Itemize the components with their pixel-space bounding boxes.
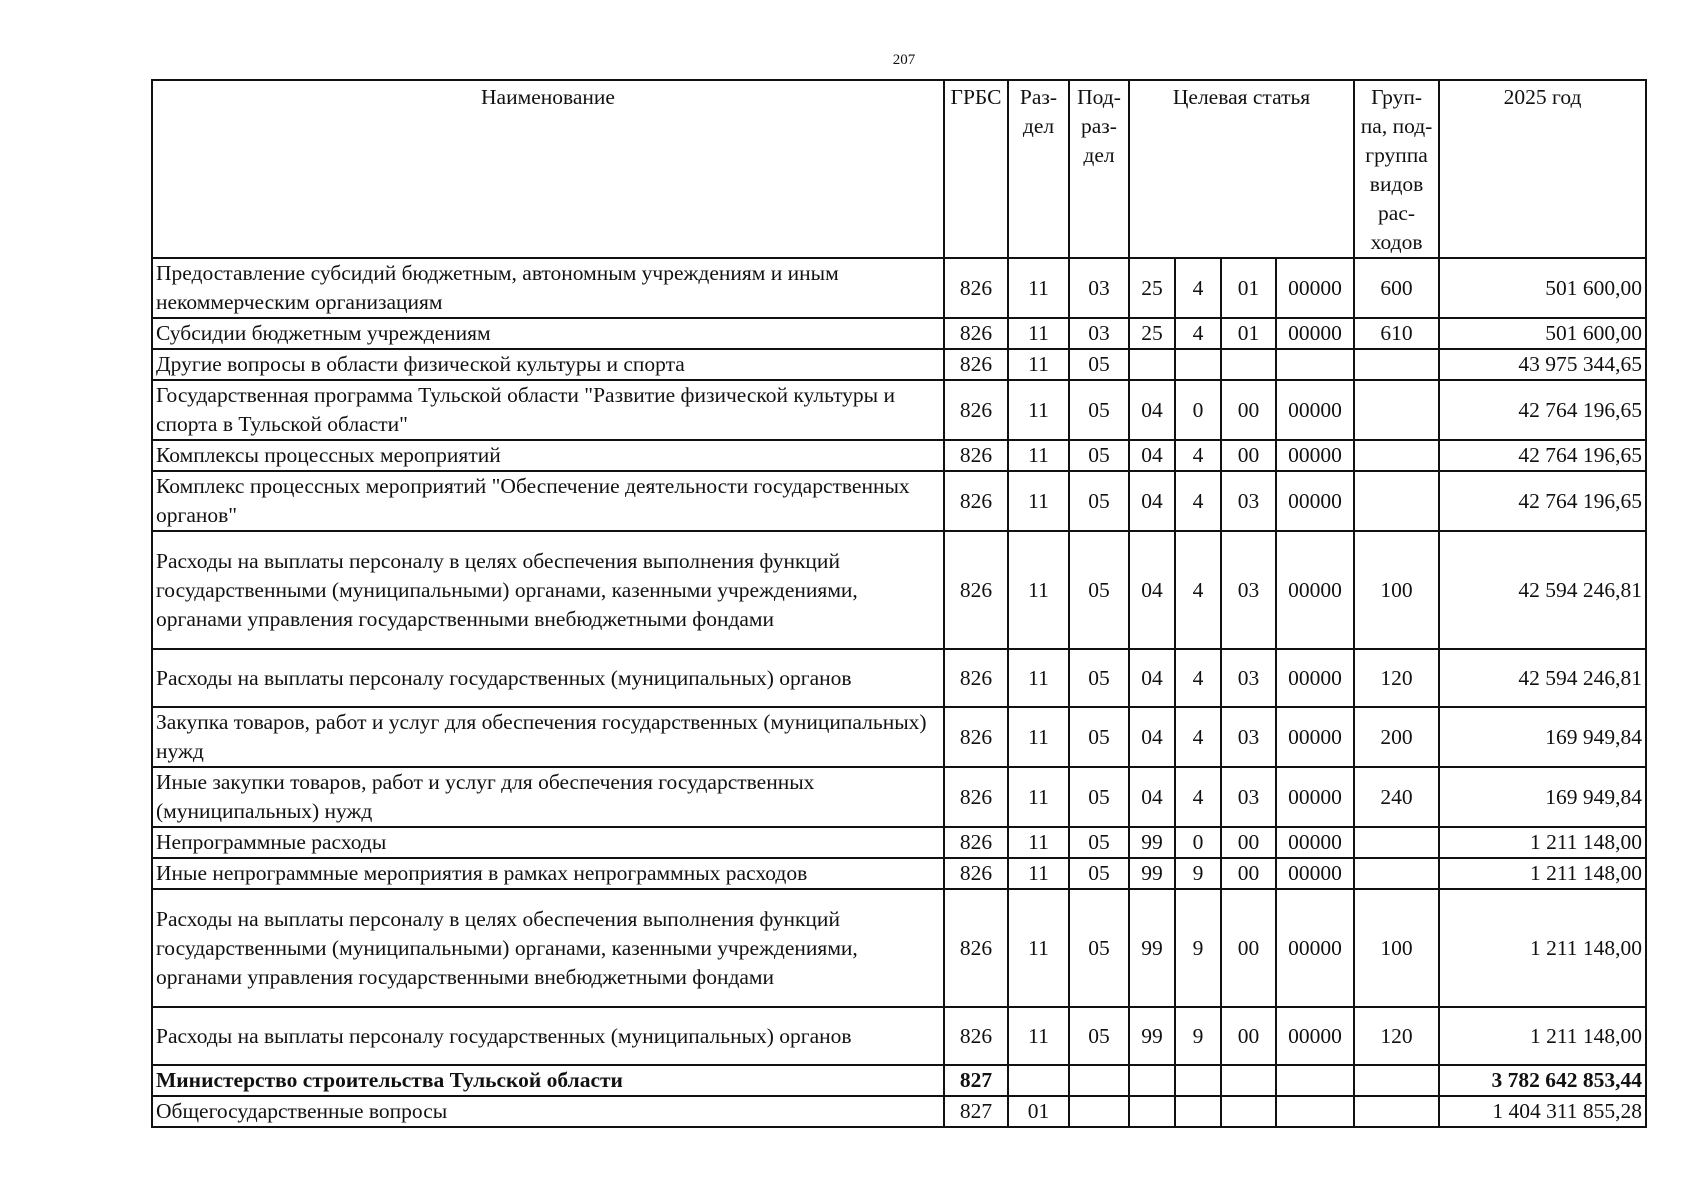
razdel-cell: 11 [1008, 531, 1069, 649]
target-direction-cell: 00000 [1276, 707, 1354, 767]
target-direction-cell [1276, 1065, 1354, 1096]
podrazdel-cell: 05 [1069, 827, 1129, 858]
target-direction-cell: 00000 [1276, 1007, 1354, 1065]
target-program-cell: 25 [1129, 258, 1175, 318]
target-direction-cell: 00000 [1276, 471, 1354, 531]
target-program-cell: 04 [1129, 649, 1175, 707]
target-direction-cell: 00000 [1276, 858, 1354, 889]
name-cell: Иные закупки товаров, работ и услуг для обеспечения государственных (муниципальных) нужд [152, 767, 944, 827]
razdel-cell: 11 [1008, 827, 1069, 858]
amount-cell: 1 211 148,00 [1439, 827, 1646, 858]
target-type-cell: 4 [1175, 649, 1221, 707]
razdel-cell: 11 [1008, 258, 1069, 318]
target-program-cell [1129, 1096, 1175, 1127]
grbs-cell: 826 [944, 858, 1008, 889]
expense-group-cell [1354, 1065, 1439, 1096]
target-structure-cell: 00 [1221, 889, 1276, 1007]
target-structure-cell: 00 [1221, 827, 1276, 858]
table-row [152, 1065, 1646, 1096]
grbs-cell: 826 [944, 767, 1008, 827]
expense-group-cell [1354, 858, 1439, 889]
amount-cell: 42 764 196,65 [1439, 471, 1646, 531]
razdel-cell: 11 [1008, 380, 1069, 440]
expense-group-cell [1354, 1096, 1439, 1127]
table-row [152, 707, 1646, 767]
name-cell: Расходы на выплаты персоналу в целях обеспечения выполнения функций государственными (муниципальными) органами, казенными учреждениями, органами управления государственными внебюджетными фондами [152, 531, 944, 649]
target-direction-cell: 00000 [1276, 649, 1354, 707]
amount-cell: 1 211 148,00 [1439, 889, 1646, 1007]
amount-cell: 43 975 344,65 [1439, 349, 1646, 380]
podrazdel-cell: 05 [1069, 767, 1129, 827]
razdel-cell: 11 [1008, 471, 1069, 531]
target-structure-cell: 03 [1221, 767, 1276, 827]
name-cell: Общегосударственные вопросы [152, 1096, 944, 1127]
target-program-cell: 25 [1129, 318, 1175, 349]
target-type-cell: 4 [1175, 531, 1221, 649]
target-type-cell [1175, 1065, 1221, 1096]
target-type-cell [1175, 349, 1221, 380]
target-structure-cell: 03 [1221, 531, 1276, 649]
table-row [152, 1007, 1646, 1065]
podrazdel-cell: 05 [1069, 440, 1129, 471]
podrazdel-cell: 05 [1069, 889, 1129, 1007]
podrazdel-cell: 05 [1069, 380, 1129, 440]
header-name: Наименование [152, 80, 944, 258]
target-direction-cell: 00000 [1276, 380, 1354, 440]
amount-cell: 169 949,84 [1439, 707, 1646, 767]
target-structure-cell: 00 [1221, 380, 1276, 440]
target-type-cell: 0 [1175, 827, 1221, 858]
expense-group-cell: 240 [1354, 767, 1439, 827]
target-structure-cell: 03 [1221, 707, 1276, 767]
amount-cell: 42 594 246,81 [1439, 649, 1646, 707]
target-direction-cell: 00000 [1276, 889, 1354, 1007]
expense-group-cell [1354, 471, 1439, 531]
target-structure-cell: 00 [1221, 440, 1276, 471]
target-type-cell: 0 [1175, 380, 1221, 440]
expense-group-cell: 120 [1354, 649, 1439, 707]
target-program-cell: 04 [1129, 767, 1175, 827]
target-program-cell: 04 [1129, 471, 1175, 531]
table-row [152, 531, 1646, 649]
header-grbs: ГРБС [944, 80, 1008, 258]
table-header [152, 80, 1646, 258]
name-cell: Другие вопросы в области физической культуры и спорта [152, 349, 944, 380]
target-type-cell: 4 [1175, 471, 1221, 531]
razdel-cell: 11 [1008, 889, 1069, 1007]
expense-group-cell: 120 [1354, 1007, 1439, 1065]
target-direction-cell: 00000 [1276, 767, 1354, 827]
grbs-cell: 826 [944, 471, 1008, 531]
expense-group-cell [1354, 349, 1439, 380]
target-program-cell: 99 [1129, 889, 1175, 1007]
razdel-cell: 11 [1008, 649, 1069, 707]
name-cell: Непрограммные расходы [152, 827, 944, 858]
amount-cell: 169 949,84 [1439, 767, 1646, 827]
table-row [152, 440, 1646, 471]
expense-group-cell [1354, 380, 1439, 440]
amount-cell: 501 600,00 [1439, 318, 1646, 349]
razdel-cell: 11 [1008, 1007, 1069, 1065]
target-program-cell [1129, 349, 1175, 380]
table-row [152, 889, 1646, 1007]
table-row [152, 827, 1646, 858]
target-direction-cell: 00000 [1276, 318, 1354, 349]
podrazdel-cell: 05 [1069, 349, 1129, 380]
name-cell: Комплексы процессных мероприятий [152, 440, 944, 471]
table-row [152, 858, 1646, 889]
target-direction-cell: 00000 [1276, 440, 1354, 471]
podrazdel-cell: 05 [1069, 471, 1129, 531]
target-program-cell: 04 [1129, 531, 1175, 649]
expense-group-cell: 200 [1354, 707, 1439, 767]
target-type-cell: 4 [1175, 707, 1221, 767]
podrazdel-cell: 03 [1069, 258, 1129, 318]
name-cell: Комплекс процессных мероприятий "Обеспечение деятельности государственных органов" [152, 471, 944, 531]
expense-group-cell: 100 [1354, 889, 1439, 1007]
target-structure-cell: 03 [1221, 471, 1276, 531]
target-type-cell: 4 [1175, 258, 1221, 318]
header-razdel: Раз- дел [1008, 80, 1069, 258]
name-cell: Министерство строительства Тульской области [152, 1065, 944, 1096]
table-row [152, 318, 1646, 349]
amount-cell: 1 404 311 855,28 [1439, 1096, 1646, 1127]
expense-group-cell: 100 [1354, 531, 1439, 649]
expense-group-cell [1354, 440, 1439, 471]
podrazdel-cell: 03 [1069, 318, 1129, 349]
amount-cell: 42 764 196,65 [1439, 380, 1646, 440]
table-row [152, 471, 1646, 531]
grbs-cell: 826 [944, 349, 1008, 380]
amount-cell: 42 594 246,81 [1439, 531, 1646, 649]
name-cell: Субсидии бюджетным учреждениям [152, 318, 944, 349]
table-row [152, 258, 1646, 318]
grbs-cell: 827 [944, 1065, 1008, 1096]
amount-cell: 3 782 642 853,44 [1439, 1065, 1646, 1096]
target-program-cell: 99 [1129, 1007, 1175, 1065]
grbs-cell: 826 [944, 318, 1008, 349]
razdel-cell [1008, 1065, 1069, 1096]
expense-group-cell [1354, 827, 1439, 858]
target-structure-cell [1221, 349, 1276, 380]
razdel-cell: 11 [1008, 858, 1069, 889]
target-structure-cell: 00 [1221, 858, 1276, 889]
podrazdel-cell: 05 [1069, 649, 1129, 707]
name-cell: Предоставление субсидий бюджетным, автономным учреждениям и иным некоммерческим организациям [152, 258, 944, 318]
name-cell: Иные непрограммные мероприятия в рамках непрограммных расходов [152, 858, 944, 889]
table-row [152, 767, 1646, 827]
table-row [152, 649, 1646, 707]
grbs-cell: 826 [944, 380, 1008, 440]
target-type-cell: 9 [1175, 858, 1221, 889]
razdel-cell: 11 [1008, 767, 1069, 827]
name-cell: Государственная программа Тульской области "Развитие физической культуры и спорта в Тульской области" [152, 380, 944, 440]
grbs-cell: 826 [944, 258, 1008, 318]
target-structure-cell: 01 [1221, 258, 1276, 318]
target-structure-cell [1221, 1065, 1276, 1096]
podrazdel-cell: 05 [1069, 707, 1129, 767]
name-cell: Закупка товаров, работ и услуг для обеспечения государственных (муниципальных) нужд [152, 707, 944, 767]
table-row [152, 380, 1646, 440]
razdel-cell: 11 [1008, 318, 1069, 349]
name-cell: Расходы на выплаты персоналу государственных (муниципальных) органов [152, 649, 944, 707]
target-direction-cell: 00000 [1276, 258, 1354, 318]
podrazdel-cell [1069, 1096, 1129, 1127]
podrazdel-cell: 05 [1069, 531, 1129, 649]
target-program-cell: 99 [1129, 827, 1175, 858]
grbs-cell: 826 [944, 440, 1008, 471]
name-cell: Расходы на выплаты персоналу государственных (муниципальных) органов [152, 1007, 944, 1065]
target-direction-cell [1276, 1096, 1354, 1127]
table-row [152, 349, 1646, 380]
podrazdel-cell [1069, 1065, 1129, 1096]
razdel-cell: 11 [1008, 349, 1069, 380]
grbs-cell: 826 [944, 889, 1008, 1007]
expense-group-cell: 600 [1354, 258, 1439, 318]
target-type-cell: 4 [1175, 440, 1221, 471]
target-type-cell [1175, 1096, 1221, 1127]
page-number: 207 [892, 52, 916, 68]
amount-cell: 501 600,00 [1439, 258, 1646, 318]
header-target-article: Целевая статья [1129, 80, 1354, 258]
name-cell: Расходы на выплаты персоналу в целях обеспечения выполнения функций государственными (муниципальными) органами, казенными учреждениями, органами управления государственными внебюджетными фондами [152, 889, 944, 1007]
target-program-cell: 04 [1129, 380, 1175, 440]
grbs-cell: 826 [944, 649, 1008, 707]
target-type-cell: 9 [1175, 889, 1221, 1007]
amount-cell: 42 764 196,65 [1439, 440, 1646, 471]
podrazdel-cell: 05 [1069, 1007, 1129, 1065]
grbs-cell: 826 [944, 1007, 1008, 1065]
target-type-cell: 4 [1175, 767, 1221, 827]
target-direction-cell [1276, 349, 1354, 380]
amount-cell: 1 211 148,00 [1439, 1007, 1646, 1065]
razdel-cell: 01 [1008, 1096, 1069, 1127]
grbs-cell: 827 [944, 1096, 1008, 1127]
target-structure-cell: 01 [1221, 318, 1276, 349]
grbs-cell: 826 [944, 531, 1008, 649]
podrazdel-cell: 05 [1069, 858, 1129, 889]
target-structure-cell [1221, 1096, 1276, 1127]
razdel-cell: 11 [1008, 707, 1069, 767]
target-type-cell: 9 [1175, 1007, 1221, 1065]
grbs-cell: 826 [944, 827, 1008, 858]
razdel-cell: 11 [1008, 440, 1069, 471]
target-direction-cell: 00000 [1276, 531, 1354, 649]
target-program-cell: 04 [1129, 440, 1175, 471]
target-program-cell: 99 [1129, 858, 1175, 889]
target-direction-cell: 00000 [1276, 827, 1354, 858]
table-body [152, 258, 1646, 1127]
amount-cell: 1 211 148,00 [1439, 858, 1646, 889]
header-year-2025: 2025 год [1439, 80, 1646, 258]
table-row [152, 1096, 1646, 1127]
grbs-cell: 826 [944, 707, 1008, 767]
target-structure-cell: 03 [1221, 649, 1276, 707]
target-program-cell: 04 [1129, 707, 1175, 767]
target-program-cell [1129, 1065, 1175, 1096]
header-podrazdel: Под- раз- дел [1069, 80, 1129, 258]
budget-table [151, 79, 1647, 1128]
header-expense-group: Груп- па, под- группа видов рас- ходов [1354, 80, 1439, 258]
target-structure-cell: 00 [1221, 1007, 1276, 1065]
target-type-cell: 4 [1175, 318, 1221, 349]
expense-group-cell: 610 [1354, 318, 1439, 349]
